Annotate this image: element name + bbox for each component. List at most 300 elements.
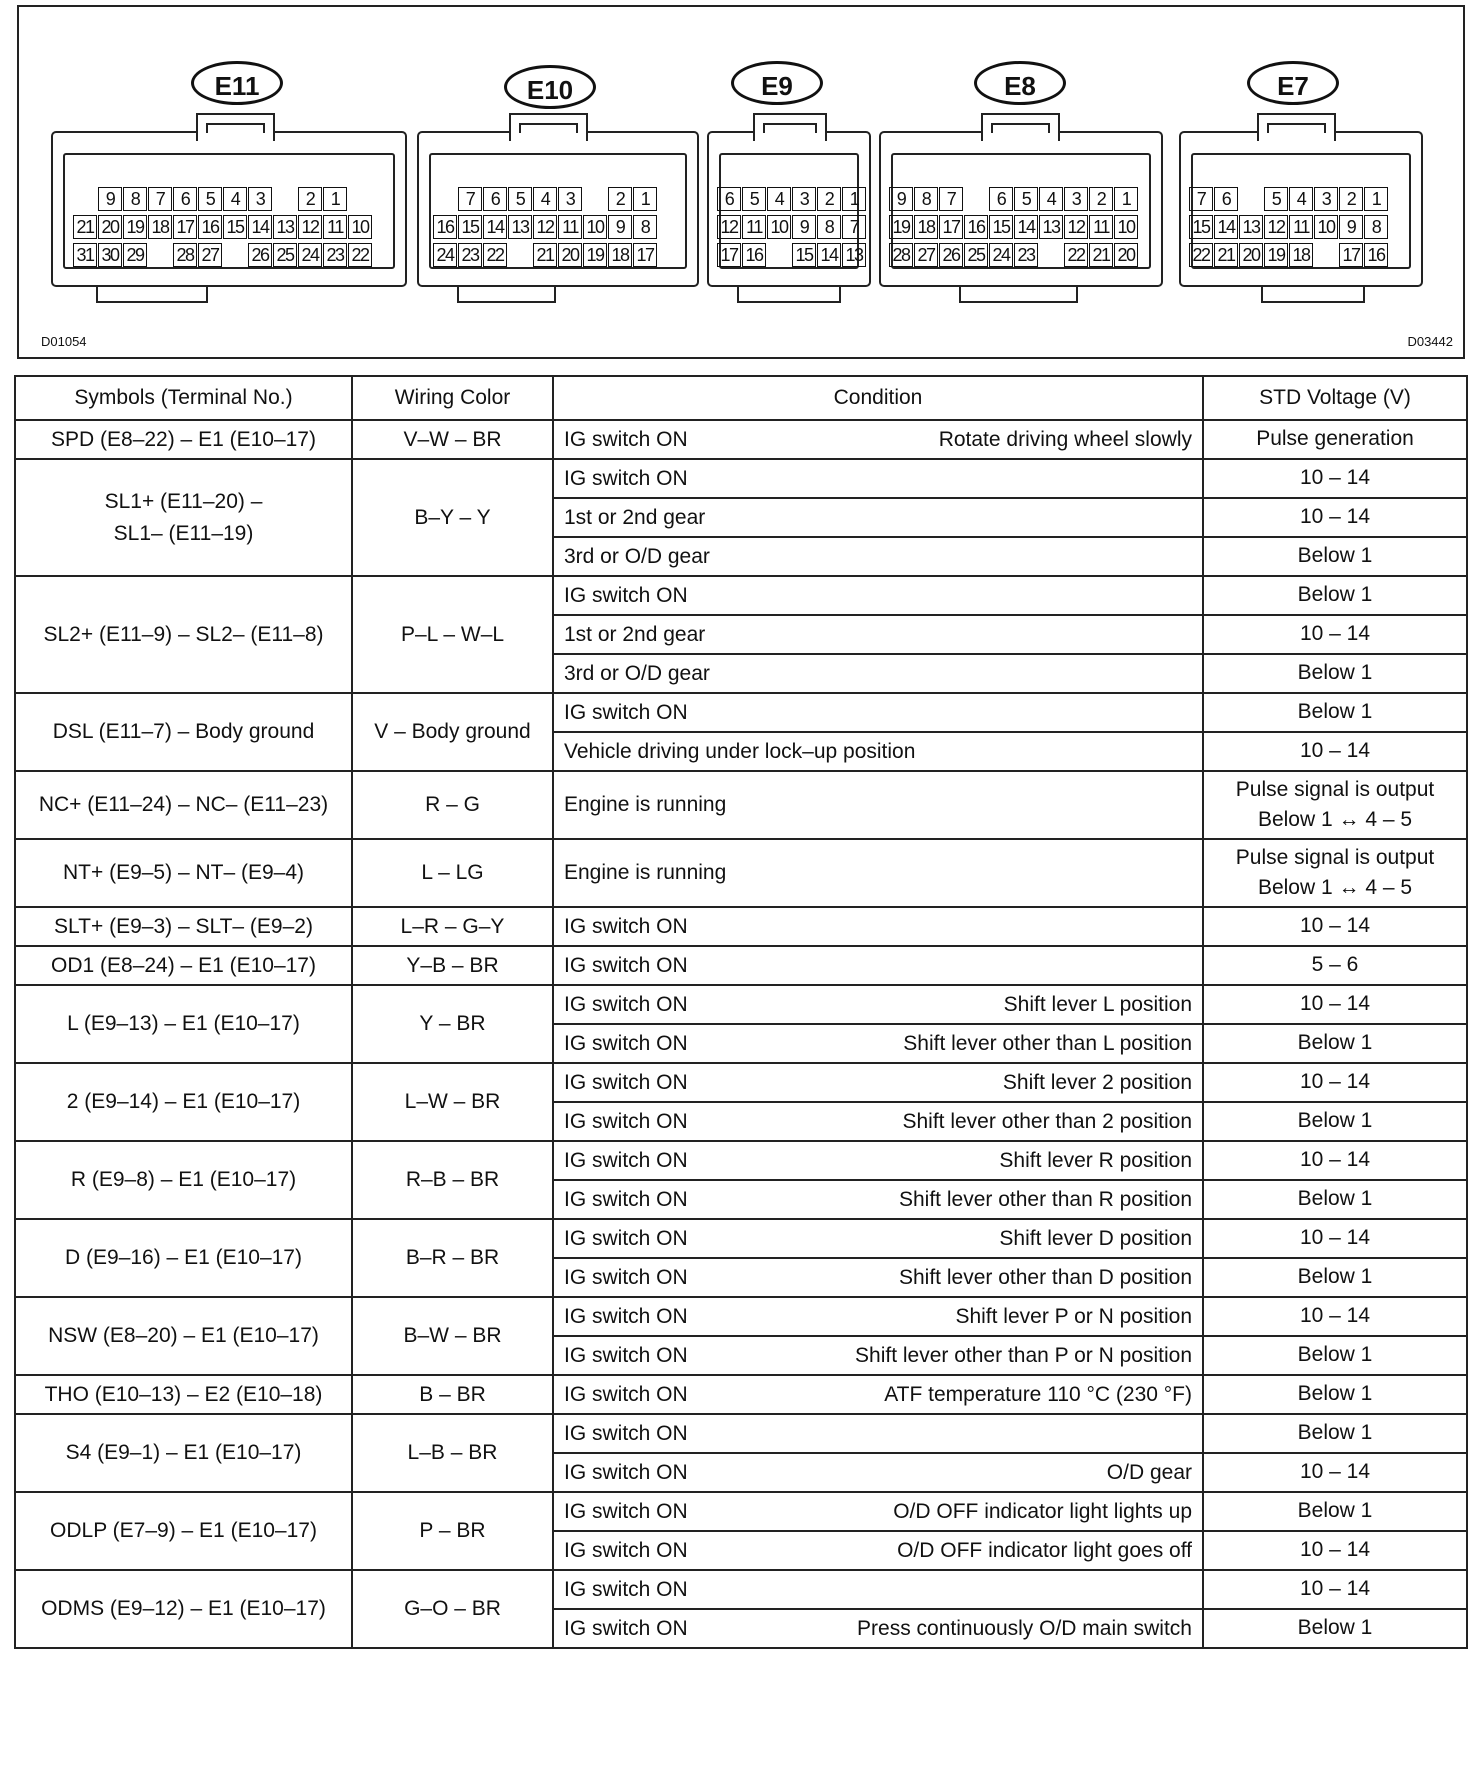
pin-row [433,215,658,241]
pin: 18 [608,243,632,267]
condition-main: IG switch ON [564,700,688,724]
connector-e10 [417,131,699,287]
pin: 18 [914,215,938,239]
condition-cell [553,1492,1203,1531]
pin: 5 [1014,187,1038,211]
pin: 9 [98,187,122,211]
wiring-color: V–W – BR [352,420,553,459]
std-voltage: 10 – 14 [1203,1141,1467,1180]
pin-gap [508,243,532,267]
pin: 2 [1089,187,1113,211]
pin-row [717,243,867,269]
condition-detail: O/D gear [1106,1460,1192,1484]
terminal-symbol: OD1 (E8–24) – E1 (E10–17) [15,946,352,985]
pin: 3 [248,187,272,211]
pin: 2 [817,187,841,211]
pin: 23 [1014,243,1038,267]
table-row [15,420,1467,459]
condition-main: IG switch ON [564,1499,688,1523]
pin-gap [433,187,457,211]
condition-main: IG switch ON [564,1343,688,1367]
pin: 24 [989,243,1013,267]
condition-main: IG switch ON [564,1382,688,1406]
connector-label-e11: E11 [191,61,283,105]
condition-detail: Shift lever other than L position [903,1031,1192,1055]
pin: 7 [939,187,963,211]
diagram-code-right: D03442 [1407,334,1453,349]
pin: 17 [633,243,657,267]
pin-row [889,243,1139,269]
pin-gap [273,187,297,211]
table-row [15,1063,1467,1102]
pin-row [1189,215,1389,241]
std-voltage: Below 1 [1203,654,1467,693]
pin: 16 [964,215,988,239]
std-voltage: 10 – 14 [1203,1531,1467,1570]
std-voltage: Below 1 [1203,1180,1467,1219]
table-row [15,459,1467,498]
std-voltage: 10 – 14 [1203,1063,1467,1102]
std-voltage: Below 1 [1203,1492,1467,1531]
condition-cell [553,1102,1203,1141]
condition-main: Engine is running [564,861,727,884]
connector-e8 [879,131,1163,287]
connector-e11 [51,131,407,287]
condition-main: IG switch ON [564,583,688,607]
pin: 18 [1289,243,1313,267]
pin: 14 [483,215,507,239]
condition-cell [553,693,1203,732]
pin: 20 [1114,243,1138,267]
pin: 16 [198,215,222,239]
connector-e7 [1179,131,1423,287]
std-voltage: Below 1 [1203,1609,1467,1648]
pin: 15 [792,243,816,267]
pin-gap [1314,243,1338,267]
pin: 7 [1189,187,1213,211]
table-row [15,1375,1467,1414]
pin: 20 [98,215,122,239]
pin: 8 [633,215,657,239]
pin: 20 [558,243,582,267]
pin: 10 [583,215,607,239]
std-voltage: 10 – 14 [1203,615,1467,654]
condition-cell [553,985,1203,1024]
condition-detail: Shift lever L position [1003,992,1192,1016]
table-row [15,1297,1467,1336]
condition-main: IG switch ON [564,1538,688,1562]
connector-label-e9: E9 [731,61,823,105]
terminal-symbol: 2 (E9–14) – E1 (E10–17) [15,1063,352,1141]
pin: 17 [939,215,963,239]
condition-detail: Shift lever other than R position [899,1187,1192,1211]
pin: 23 [323,243,347,267]
condition-main: IG switch ON [564,914,688,938]
terminal-symbol: L (E9–13) – E1 (E10–17) [15,985,352,1063]
pin: 10 [1314,215,1338,239]
pin: 5 [742,187,766,211]
header-wiring-color: Wiring Color [352,376,553,420]
std-voltage: Below 1 [1203,1414,1467,1453]
pin: 29 [123,243,147,267]
terminal-symbol: D (E9–16) – E1 (E10–17) [15,1219,352,1297]
std-voltage: 10 – 14 [1203,985,1467,1024]
pin: 1 [1114,187,1138,211]
pin: 10 [767,215,791,239]
std-voltage: Below 1 [1203,693,1467,732]
pin: 10 [348,215,372,239]
pin: 3 [558,187,582,211]
voltage-spec-table [14,375,1468,1649]
wiring-color: V – Body ground [352,693,553,771]
pin: 16 [433,215,457,239]
pin: 5 [1264,187,1288,211]
condition-cell [553,1297,1203,1336]
pin: 4 [767,187,791,211]
connector-label-e8: E8 [974,61,1066,105]
condition-cell [553,839,1203,907]
pin: 11 [742,215,766,239]
condition-detail: ATF temperature 110 °C (230 °F) [884,1382,1192,1406]
pin-row [1189,187,1389,213]
pin: 14 [248,215,272,239]
condition-cell [553,946,1203,985]
table-row [15,1414,1467,1453]
std-voltage: 10 – 14 [1203,907,1467,946]
condition-main: 3rd or O/D gear [564,544,710,568]
pin: 30 [98,243,122,267]
std-voltage: Below 1 [1203,1258,1467,1297]
condition-main: IG switch ON [564,1187,688,1211]
condition-cell [553,1414,1203,1453]
condition-main: 3rd or O/D gear [564,661,710,685]
table-row [15,985,1467,1024]
pin: 11 [558,215,582,239]
pin: 15 [223,215,247,239]
condition-detail: Shift lever other than P or N position [855,1343,1192,1367]
pin: 28 [173,243,197,267]
pin: 14 [1014,215,1038,239]
pin: 15 [989,215,1013,239]
table-row [15,771,1467,839]
wiring-color: B – BR [352,1375,553,1414]
table-row [15,1492,1467,1531]
pin: 19 [889,215,913,239]
wiring-color: B–W – BR [352,1297,553,1375]
pin-gap [767,243,791,267]
terminal-symbol: NSW (E8–20) – E1 (E10–17) [15,1297,352,1375]
pin: 13 [508,215,532,239]
condition-main: IG switch ON [564,1577,688,1601]
std-voltage: 10 – 14 [1203,1453,1467,1492]
wiring-color: R – G [352,771,553,839]
pin: 15 [458,215,482,239]
pin: 20 [1239,243,1263,267]
pin: 6 [717,187,741,211]
pin: 17 [173,215,197,239]
pin: 4 [1039,187,1063,211]
terminal-symbol: SLT+ (E9–3) – SLT– (E9–2) [15,907,352,946]
condition-cell [553,1336,1203,1375]
pin-gap [223,243,247,267]
pin: 8 [817,215,841,239]
condition-cell [553,1570,1203,1609]
condition-detail: O/D OFF indicator light lights up [893,1499,1192,1523]
pin: 12 [1264,215,1288,239]
condition-main: IG switch ON [564,1148,688,1172]
condition-main: 1st or 2nd gear [564,505,706,529]
condition-detail: Shift lever 2 position [1002,1070,1192,1094]
pin: 19 [123,215,147,239]
condition-main: IG switch ON [564,1109,688,1133]
pin-row [73,243,373,269]
condition-detail: Rotate driving wheel slowly [938,427,1192,451]
pin: 3 [1314,187,1338,211]
condition-main: Engine is running [564,793,727,816]
pin: 16 [742,243,766,267]
pin: 12 [298,215,322,239]
condition-cell [553,615,1203,654]
pin-gap [73,187,97,211]
condition-cell [553,576,1203,615]
pin-gap [1039,243,1063,267]
pin-row [889,187,1139,213]
condition-detail: Press continuously O/D main switch [857,1616,1192,1640]
pin: 22 [348,243,372,267]
pin: 13 [1239,215,1263,239]
connector-label-e7: E7 [1247,61,1339,105]
pin: 5 [198,187,222,211]
pin: 8 [123,187,147,211]
pin: 7 [842,215,866,239]
table-row [15,693,1467,732]
table-row [15,1141,1467,1180]
pin: 25 [273,243,297,267]
pin: 12 [717,215,741,239]
wiring-color: L–R – G–Y [352,907,553,946]
pin: 2 [608,187,632,211]
wiring-color: P–L – W–L [352,576,553,693]
condition-main: IG switch ON [564,1421,688,1445]
std-voltage: Below 1 [1203,537,1467,576]
condition-cell [553,654,1203,693]
condition-main: IG switch ON [564,1265,688,1289]
terminal-symbol: ODMS (E9–12) – E1 (E10–17) [15,1570,352,1648]
pin: 26 [248,243,272,267]
condition-main: IG switch ON [564,1616,688,1640]
pin: 2 [1339,187,1363,211]
pin: 1 [323,187,347,211]
condition-main: Vehicle driving under lock–up position [564,739,916,763]
condition-cell [553,1375,1203,1414]
pin: 21 [73,215,97,239]
std-voltage: Below 1 [1203,1375,1467,1414]
condition-detail: O/D OFF indicator light goes off [897,1538,1192,1562]
pin: 12 [533,215,557,239]
pin: 21 [1089,243,1113,267]
pin: 22 [1189,243,1213,267]
condition-cell [553,1531,1203,1570]
pin: 13 [842,243,866,267]
pin: 24 [433,243,457,267]
pin: 17 [1339,243,1363,267]
condition-cell [553,1219,1203,1258]
pin: 19 [1264,243,1288,267]
terminal-symbol: SL1+ (E11–20) – SL1– (E11–19) [15,459,352,576]
terminal-symbol: THO (E10–13) – E2 (E10–18) [15,1375,352,1414]
table-row [15,946,1467,985]
table-row [15,907,1467,946]
pin: 7 [148,187,172,211]
pin: 11 [1089,215,1113,239]
wiring-color: L – LG [352,839,553,907]
pin: 28 [889,243,913,267]
connector-e9 [707,131,871,287]
terminal-symbol: DSL (E11–7) – Body ground [15,693,352,771]
header-std-voltage: STD Voltage (V) [1203,376,1467,420]
pin: 11 [323,215,347,239]
std-voltage: Below 1 [1203,1102,1467,1141]
std-voltage: Below 1 [1203,1024,1467,1063]
wiring-color: L–W – BR [352,1063,553,1141]
std-voltage: Pulse signal is output Below 1 ↔ 4 – 5 [1203,839,1467,907]
std-voltage: 10 – 14 [1203,1570,1467,1609]
pin: 6 [483,187,507,211]
pin: 22 [1064,243,1088,267]
pin-row [73,187,373,213]
condition-cell [553,1063,1203,1102]
pin: 13 [1039,215,1063,239]
std-voltage: 10 – 14 [1203,459,1467,498]
terminal-symbol: R (E9–8) – E1 (E10–17) [15,1141,352,1219]
pin: 14 [817,243,841,267]
pin-gap [583,187,607,211]
pin: 9 [608,215,632,239]
wiring-color: B–R – BR [352,1219,553,1297]
pin: 21 [1214,243,1238,267]
pin: 8 [914,187,938,211]
wiring-color: R–B – BR [352,1141,553,1219]
pin: 27 [914,243,938,267]
connector-label-e10: E10 [504,65,596,109]
pin: 4 [533,187,557,211]
pin: 4 [1289,187,1313,211]
condition-cell [553,732,1203,771]
pin: 16 [1364,243,1388,267]
pin: 1 [1364,187,1388,211]
pin: 9 [889,187,913,211]
wiring-color: P – BR [352,1492,553,1570]
pin-row [889,215,1139,241]
table-header-row [15,376,1467,420]
pin: 4 [223,187,247,211]
condition-main: IG switch ON [564,1226,688,1250]
pin: 25 [964,243,988,267]
pin-gap [1239,187,1263,211]
pin: 18 [148,215,172,239]
pin-gap [148,243,172,267]
pin: 9 [792,215,816,239]
condition-main: IG switch ON [564,992,688,1016]
condition-cell [553,771,1203,839]
condition-main: IG switch ON [564,1304,688,1328]
pin: 13 [273,215,297,239]
pin-row [433,243,658,269]
condition-cell [553,1609,1203,1648]
condition-cell [553,498,1203,537]
condition-cell [553,420,1203,459]
pin: 23 [458,243,482,267]
pin: 12 [1064,215,1088,239]
pin-row [717,215,867,241]
pin: 24 [298,243,322,267]
terminal-symbol: ODLP (E7–9) – E1 (E10–17) [15,1492,352,1570]
pin-gap [964,187,988,211]
pin-row [1189,243,1389,269]
condition-cell [553,1024,1203,1063]
header-symbols: Symbols (Terminal No.) [15,376,352,420]
table-row [15,1219,1467,1258]
pin: 6 [173,187,197,211]
diagram-code-left: D01054 [41,334,87,349]
header-condition: Condition [553,376,1203,420]
pin: 17 [717,243,741,267]
std-voltage: Pulse generation [1203,420,1467,459]
std-voltage: 10 – 14 [1203,1297,1467,1336]
condition-cell [553,459,1203,498]
std-voltage: 10 – 14 [1203,732,1467,771]
terminal-symbol: S4 (E9–1) – E1 (E10–17) [15,1414,352,1492]
pin: 19 [583,243,607,267]
connector-diagram [17,5,1465,359]
pin: 27 [198,243,222,267]
pin: 26 [939,243,963,267]
wiring-color: B–Y – Y [352,459,553,576]
std-voltage: Below 1 [1203,1336,1467,1375]
condition-detail: Shift lever P or N position [955,1304,1192,1328]
pin-row [717,187,867,213]
wiring-color: L–B – BR [352,1414,553,1492]
terminal-symbol: SPD (E8–22) – E1 (E10–17) [15,420,352,459]
terminal-symbol: NT+ (E9–5) – NT– (E9–4) [15,839,352,907]
table-row [15,1570,1467,1609]
pin: 6 [1214,187,1238,211]
condition-cell [553,537,1203,576]
std-voltage: Below 1 [1203,576,1467,615]
condition-cell [553,1258,1203,1297]
pin: 1 [633,187,657,211]
pin: 7 [458,187,482,211]
condition-detail: Shift lever D position [999,1226,1192,1250]
std-voltage: 10 – 14 [1203,1219,1467,1258]
wiring-color: Y–B – BR [352,946,553,985]
pin: 1 [842,187,866,211]
pin: 8 [1364,215,1388,239]
pin: 15 [1189,215,1213,239]
pin-row [73,215,373,241]
pin: 10 [1114,215,1138,239]
condition-main: IG switch ON [564,466,688,490]
std-voltage: Pulse signal is output Below 1 ↔ 4 – 5 [1203,771,1467,839]
pin: 3 [1064,187,1088,211]
condition-main: IG switch ON [564,1031,688,1055]
condition-main: IG switch ON [564,1070,688,1094]
condition-main: IG switch ON [564,427,688,451]
table-row [15,576,1467,615]
terminal-symbol: SL2+ (E11–9) – SL2– (E11–8) [15,576,352,693]
pin: 5 [508,187,532,211]
std-voltage: 10 – 14 [1203,498,1467,537]
